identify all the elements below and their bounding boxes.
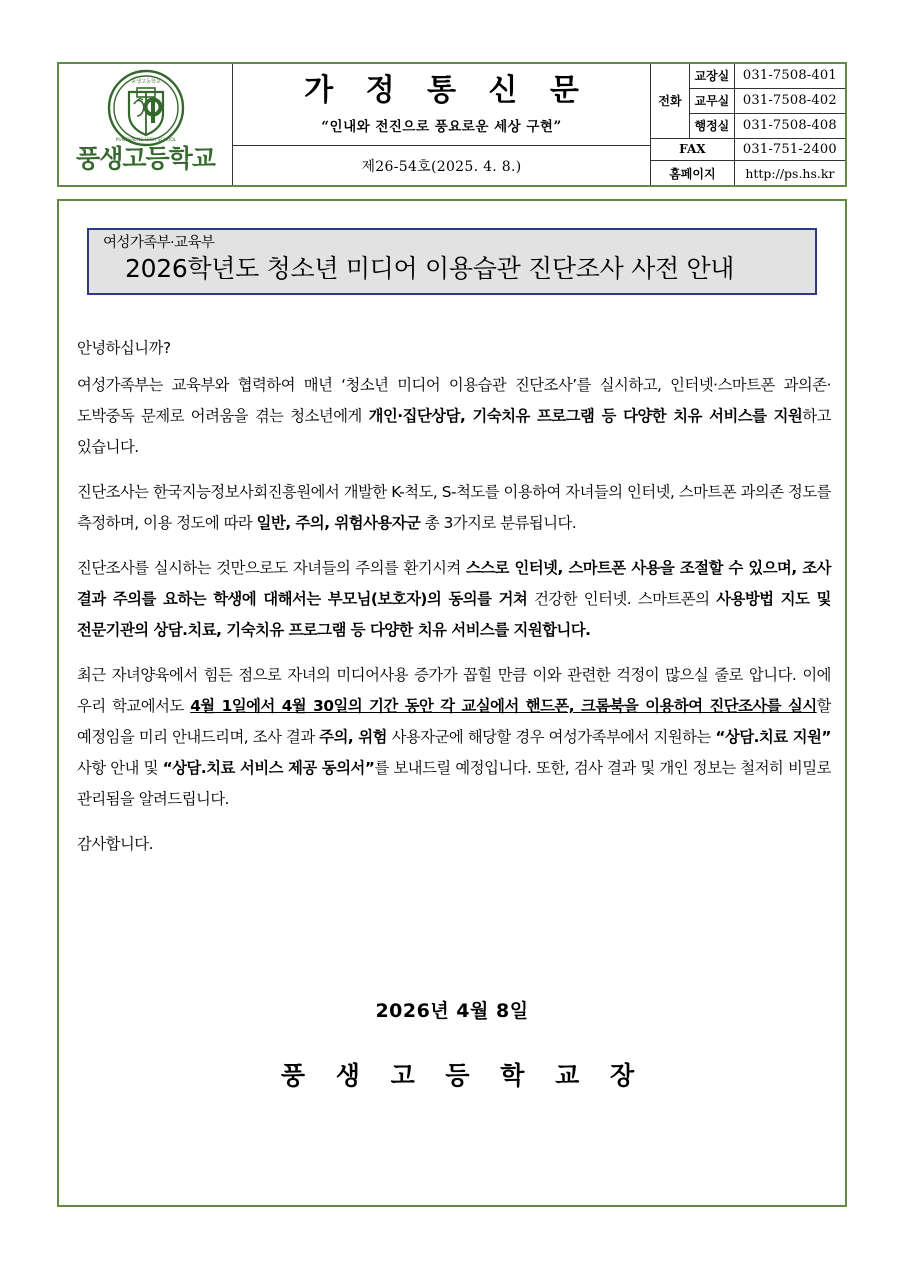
greeting-text: 안녕하십니까? — [77, 339, 171, 357]
fax-value: 031-751-2400 — [734, 138, 845, 160]
svg-text:PUNGSAENG HIGH SCHOOL: PUNGSAENG HIGH SCHOOL — [115, 138, 176, 143]
contact-label-principal: 교장실 — [690, 64, 735, 88]
contact-table-cell — [650, 64, 845, 185]
contact-label-admin: 행정실 — [690, 113, 735, 138]
signature-issuer: 풍 생 고 등 학 교 장 — [280, 1061, 646, 1090]
homepage-value: http://ps.hs.kr — [734, 161, 845, 185]
svg-text:풍생고등학교: 풍생고등학교 — [130, 79, 161, 85]
p4-text-bold-1: 주의, 위험 — [319, 728, 388, 746]
p4-text-d: 사항 안내 및 — [77, 759, 163, 777]
p4-text-e: 를 보내드릴 예정입니다. 또한, 검사 결과 및 개인 정보는 철저히 비밀로 관리됨을 알려드립니다. — [77, 759, 832, 808]
masthead — [57, 62, 847, 187]
closing-text: 감사합니다. — [77, 835, 154, 853]
school-crest-icon — [106, 68, 186, 148]
p2-text-a: 진단조사는 한국지능정보사회진흥원에서 개발한 K-척도, S-척도를 이용하여 자녀들의 인터넷, 스마트폰 과의존 정도를 측정하며, 이용 정도에 따라 — [77, 483, 831, 532]
school-name: 풍생고등학교 — [76, 144, 215, 173]
paragraph-closing — [77, 829, 831, 860]
homepage-label: 홈페이지 — [651, 161, 734, 185]
table-row — [651, 161, 845, 185]
paragraph-4 — [77, 660, 831, 815]
p4-text-bold-3: “상담.치료 서비스 제공 동의서” — [162, 759, 375, 777]
masthead-title-block — [233, 64, 650, 146]
newsletter-title: 가 정 통 신 문 — [304, 72, 590, 108]
phone-label: 전화 — [651, 64, 690, 138]
masthead-logo-cell — [59, 64, 233, 185]
contact-table — [651, 64, 845, 185]
p2-text-c: 총 3가지로 분류됩니다. — [420, 514, 577, 532]
p4-text-c: 사용자군에 해당할 경우 여성가족부에서 지원하는 — [387, 728, 716, 746]
paragraph-1 — [77, 370, 831, 463]
p4-text-b: 할 예정임을 미리 안내드리며, 조사 결과 — [77, 697, 831, 746]
p1-text-c: 하고 있습니다. — [77, 407, 831, 456]
p3-text-bold-2: 사용방법 지도 및 전문기관의 상담.치료, 기숙치유 프로그램 등 다양한 치유 서비스를 지원합니다. — [77, 590, 831, 639]
paragraph-3 — [77, 553, 831, 646]
paragraph-2 — [77, 477, 831, 539]
contact-value-faculty: 031-7508-402 — [734, 88, 845, 113]
table-row — [651, 64, 845, 88]
p3-text-a: 진단조사를 실시하는 것만으로도 자녀들의 주의를 환기시켜 — [77, 559, 466, 577]
paragraph-greeting — [77, 333, 831, 364]
contact-value-principal: 031-7508-401 — [734, 64, 845, 88]
p1-text-bold: 개인·집단상담, 기숙치유 프로그램 등 다양한 치유 서비스를 지원 — [368, 407, 803, 425]
banner-subtitle: 여성가족부·교육부 — [103, 235, 215, 251]
document-body-frame — [57, 199, 847, 1207]
contact-label-faculty: 교무실 — [690, 88, 735, 113]
p4-text-underline: 4월 1일에서 4월 30일의 기간 동안 각 교실에서 핸드폰, 크롬북을 이용하여 진단조사를 실시 — [190, 697, 817, 715]
banner-title: 2026학년도 청소년 미디어 이용습관 진단조사 사전 안내 — [125, 253, 735, 283]
masthead-title-cell — [233, 64, 650, 185]
p2-text-bold: 일반, 주의, 위험사용자군 — [256, 514, 421, 532]
issue-number: 제26-54호(2025. 4. 8.) — [361, 158, 522, 175]
p3-text-bold-1: 스스로 인터넷, 스마트폰 사용을 조절할 수 있으며, 조사 결과 주의를 요하는 학생에 대해서는 부모님(보호자)의 동의를 거쳐 — [77, 559, 831, 608]
signature-date: 2026년 4월 8일 — [375, 1000, 529, 1022]
masthead-issue-block — [233, 146, 650, 185]
p4-text-bold-2: “상담.치료 지원” — [715, 728, 832, 746]
contact-value-admin: 031-7508-408 — [734, 113, 845, 138]
p3-text-b: 건강한 인터넷. 스마트폰의 — [527, 590, 717, 608]
title-banner — [87, 228, 817, 295]
table-row — [651, 138, 845, 160]
p1-text-a: 여성가족부는 교육부와 협력하여 매년 ‘청소년 미디어 이용습관 진단조사’를 실시하고, 인터넷·스마트폰 과의존·도박중독 문제로 어려움을 겪는 청소년에게 — [77, 376, 831, 425]
school-slogan: “인내와 전진으로 풍요로운 세상 구현” — [321, 119, 562, 136]
article-body — [77, 333, 831, 874]
fax-label: FAX — [651, 138, 734, 160]
p4-text-a: 최근 자녀양육에서 힘든 점으로 자녀의 미디어사용 증가가 꼽힐 만큼 이와 관련한 걱정이 많으실 줄로 압니다. 이에 우리 학교에서도 — [77, 666, 831, 715]
